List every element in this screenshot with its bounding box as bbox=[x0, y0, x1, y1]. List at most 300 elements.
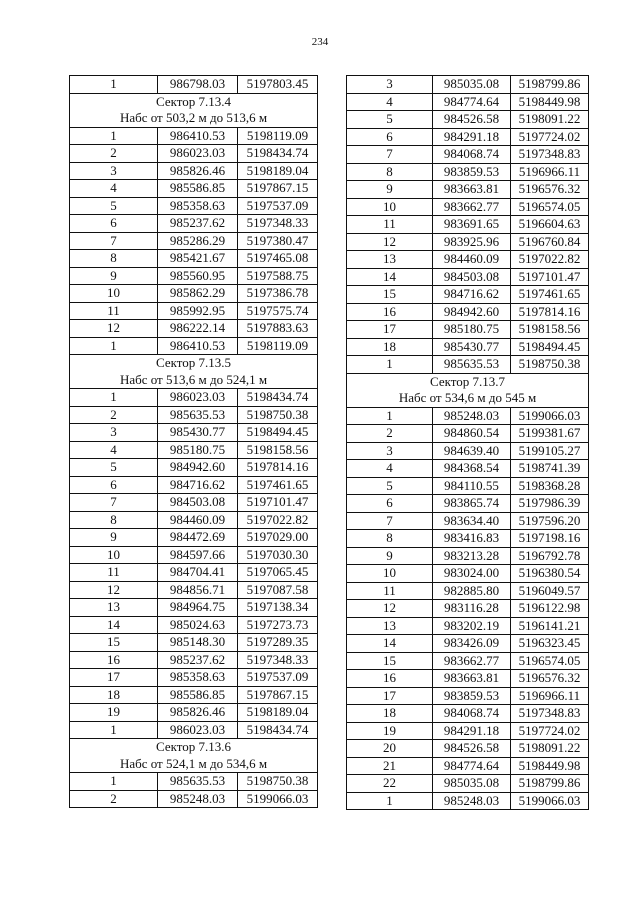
x-coordinate: 985635.53 bbox=[158, 773, 238, 791]
x-coordinate: 986222.14 bbox=[158, 320, 238, 338]
x-coordinate: 984716.62 bbox=[433, 286, 511, 304]
y-coordinate: 5197101.47 bbox=[511, 268, 589, 286]
point-number: 15 bbox=[347, 652, 433, 670]
y-coordinate: 5197138.34 bbox=[238, 599, 318, 617]
point-number: 14 bbox=[347, 268, 433, 286]
x-coordinate: 985635.53 bbox=[433, 356, 511, 374]
point-number: 8 bbox=[347, 530, 433, 548]
y-coordinate: 5196574.05 bbox=[511, 198, 589, 216]
x-coordinate: 985862.29 bbox=[158, 285, 238, 303]
y-coordinate: 5199381.67 bbox=[511, 425, 589, 443]
point-number: 3 bbox=[347, 76, 433, 94]
y-coordinate: 5198189.04 bbox=[238, 162, 318, 180]
x-coordinate: 985248.03 bbox=[158, 790, 238, 808]
table-row bbox=[70, 267, 318, 285]
y-coordinate: 5198799.86 bbox=[511, 76, 589, 94]
table-row bbox=[70, 773, 318, 791]
table-row bbox=[347, 251, 589, 269]
point-number: 4 bbox=[347, 460, 433, 478]
x-coordinate: 983859.53 bbox=[433, 163, 511, 181]
sector-title: Сектор 7.13.7 bbox=[347, 373, 589, 390]
point-number: 4 bbox=[70, 441, 158, 459]
y-coordinate: 5197537.09 bbox=[238, 669, 318, 687]
x-coordinate: 984472.69 bbox=[158, 529, 238, 547]
sector-title: Сектор 7.13.5 bbox=[70, 355, 318, 372]
y-coordinate: 5197867.15 bbox=[238, 180, 318, 198]
table-row bbox=[347, 93, 589, 111]
point-number: 19 bbox=[70, 704, 158, 722]
point-number: 14 bbox=[70, 616, 158, 634]
point-number: 6 bbox=[70, 476, 158, 494]
table-row bbox=[347, 600, 589, 618]
y-coordinate: 5198434.74 bbox=[238, 721, 318, 739]
point-number: 6 bbox=[347, 128, 433, 146]
x-coordinate: 983213.28 bbox=[433, 547, 511, 565]
table-row bbox=[347, 792, 589, 810]
x-coordinate: 984460.09 bbox=[433, 251, 511, 269]
y-coordinate: 5198750.38 bbox=[238, 406, 318, 424]
table-row bbox=[347, 181, 589, 199]
point-number: 9 bbox=[70, 529, 158, 547]
x-coordinate: 983024.00 bbox=[433, 565, 511, 583]
y-coordinate: 5198158.56 bbox=[238, 441, 318, 459]
table-row bbox=[70, 634, 318, 652]
point-number: 10 bbox=[70, 285, 158, 303]
point-number: 12 bbox=[347, 600, 433, 618]
table-row bbox=[70, 250, 318, 268]
y-coordinate: 5198799.86 bbox=[511, 775, 589, 793]
x-coordinate: 986410.53 bbox=[158, 127, 238, 145]
x-coordinate: 983416.83 bbox=[433, 530, 511, 548]
x-coordinate: 984291.18 bbox=[433, 128, 511, 146]
x-coordinate: 985248.03 bbox=[433, 407, 511, 425]
point-number: 22 bbox=[347, 775, 433, 793]
table-row bbox=[347, 338, 589, 356]
point-number: 6 bbox=[347, 495, 433, 513]
table-row bbox=[70, 564, 318, 582]
point-number: 12 bbox=[70, 320, 158, 338]
point-number: 16 bbox=[347, 670, 433, 688]
table-row bbox=[70, 581, 318, 599]
x-coordinate: 983116.28 bbox=[433, 600, 511, 618]
y-coordinate: 5197883.63 bbox=[238, 320, 318, 338]
point-number: 1 bbox=[70, 773, 158, 791]
sector-range-row bbox=[70, 110, 318, 127]
point-number: 1 bbox=[347, 407, 433, 425]
point-number: 1 bbox=[347, 792, 433, 810]
point-number: 18 bbox=[347, 705, 433, 723]
y-coordinate: 5196323.45 bbox=[511, 635, 589, 653]
y-coordinate: 5198158.56 bbox=[511, 321, 589, 339]
point-number: 3 bbox=[347, 442, 433, 460]
point-number: 1 bbox=[70, 127, 158, 145]
y-coordinate: 5196792.78 bbox=[511, 547, 589, 565]
table-row bbox=[70, 459, 318, 477]
point-number: 11 bbox=[70, 302, 158, 320]
point-number: 18 bbox=[347, 338, 433, 356]
point-number: 17 bbox=[347, 321, 433, 339]
point-number: 8 bbox=[347, 163, 433, 181]
table-row bbox=[347, 286, 589, 304]
table-row bbox=[70, 389, 318, 407]
point-number: 16 bbox=[347, 303, 433, 321]
table-row bbox=[70, 215, 318, 233]
y-coordinate: 5197724.02 bbox=[511, 722, 589, 740]
y-coordinate: 5196966.11 bbox=[511, 163, 589, 181]
x-coordinate: 984503.08 bbox=[433, 268, 511, 286]
table-row bbox=[347, 303, 589, 321]
y-coordinate: 5197289.35 bbox=[238, 634, 318, 652]
x-coordinate: 986798.03 bbox=[158, 76, 238, 94]
page-number: 234 bbox=[311, 36, 329, 48]
table-row bbox=[70, 232, 318, 250]
y-coordinate: 5197273.73 bbox=[238, 616, 318, 634]
x-coordinate: 983662.77 bbox=[433, 652, 511, 670]
point-number: 1 bbox=[70, 337, 158, 355]
y-coordinate: 5198494.45 bbox=[238, 424, 318, 442]
x-coordinate: 984942.60 bbox=[433, 303, 511, 321]
y-coordinate: 5198434.74 bbox=[238, 389, 318, 407]
x-coordinate: 982885.80 bbox=[433, 582, 511, 600]
table-row bbox=[70, 511, 318, 529]
y-coordinate: 5198449.98 bbox=[511, 93, 589, 111]
table-row bbox=[347, 705, 589, 723]
point-number: 2 bbox=[70, 406, 158, 424]
y-coordinate: 5197348.33 bbox=[238, 215, 318, 233]
table-row bbox=[70, 704, 318, 722]
sector-title-row bbox=[70, 739, 318, 756]
point-number: 9 bbox=[347, 181, 433, 199]
table-row bbox=[70, 651, 318, 669]
x-coordinate: 985826.46 bbox=[158, 704, 238, 722]
table-row bbox=[70, 197, 318, 215]
x-coordinate: 984110.55 bbox=[433, 477, 511, 495]
sector-range: Набс от 524,1 м до 534,6 м bbox=[70, 756, 318, 773]
point-number: 4 bbox=[347, 93, 433, 111]
y-coordinate: 5196966.11 bbox=[511, 687, 589, 705]
point-number: 5 bbox=[347, 477, 433, 495]
table-row bbox=[70, 302, 318, 320]
y-coordinate: 5197867.15 bbox=[238, 686, 318, 704]
y-coordinate: 5198750.38 bbox=[511, 356, 589, 374]
table-row bbox=[70, 320, 318, 338]
x-coordinate: 985586.85 bbox=[158, 686, 238, 704]
y-coordinate: 5199066.03 bbox=[238, 790, 318, 808]
table-row bbox=[347, 530, 589, 548]
x-coordinate: 986023.03 bbox=[158, 389, 238, 407]
y-coordinate: 5197461.65 bbox=[238, 476, 318, 494]
y-coordinate: 5196380.54 bbox=[511, 565, 589, 583]
table-row bbox=[70, 162, 318, 180]
table-row bbox=[347, 268, 589, 286]
x-coordinate: 985430.77 bbox=[158, 424, 238, 442]
point-number: 9 bbox=[347, 547, 433, 565]
y-coordinate: 5199105.27 bbox=[511, 442, 589, 460]
x-coordinate: 984856.71 bbox=[158, 581, 238, 599]
point-number: 5 bbox=[347, 111, 433, 129]
table-row bbox=[347, 547, 589, 565]
point-number: 5 bbox=[70, 197, 158, 215]
y-coordinate: 5196604.63 bbox=[511, 216, 589, 234]
table-row bbox=[70, 686, 318, 704]
table-row bbox=[347, 722, 589, 740]
table-row bbox=[70, 599, 318, 617]
x-coordinate: 984526.58 bbox=[433, 111, 511, 129]
y-coordinate: 5196760.84 bbox=[511, 233, 589, 251]
x-coordinate: 985180.75 bbox=[158, 441, 238, 459]
point-number: 21 bbox=[347, 757, 433, 775]
point-number: 12 bbox=[347, 233, 433, 251]
sector-range: Набс от 503,2 м до 513,6 м bbox=[70, 110, 318, 127]
y-coordinate: 5196049.57 bbox=[511, 582, 589, 600]
point-number: 2 bbox=[70, 790, 158, 808]
sector-range: Набс от 513,6 м до 524,1 м bbox=[70, 372, 318, 389]
table-row bbox=[347, 617, 589, 635]
point-number: 4 bbox=[70, 180, 158, 198]
point-number: 7 bbox=[347, 146, 433, 164]
sector-range-row bbox=[70, 756, 318, 773]
y-coordinate: 5197465.08 bbox=[238, 250, 318, 268]
table-row bbox=[347, 565, 589, 583]
point-number: 7 bbox=[70, 232, 158, 250]
x-coordinate: 984368.54 bbox=[433, 460, 511, 478]
x-coordinate: 984860.54 bbox=[433, 425, 511, 443]
x-coordinate: 985421.67 bbox=[158, 250, 238, 268]
table-row bbox=[70, 546, 318, 564]
sector-title: Сектор 7.13.6 bbox=[70, 739, 318, 756]
sector-title-row bbox=[347, 373, 589, 390]
x-coordinate: 984942.60 bbox=[158, 459, 238, 477]
point-number: 5 bbox=[70, 459, 158, 477]
point-number: 10 bbox=[347, 198, 433, 216]
x-coordinate: 984068.74 bbox=[433, 146, 511, 164]
table-row bbox=[347, 652, 589, 670]
y-coordinate: 5197986.39 bbox=[511, 495, 589, 513]
table-row bbox=[70, 441, 318, 459]
point-number: 15 bbox=[70, 634, 158, 652]
table-row bbox=[70, 406, 318, 424]
table-row bbox=[70, 145, 318, 163]
x-coordinate: 983865.74 bbox=[433, 495, 511, 513]
table-row bbox=[70, 285, 318, 303]
sector-range: Набс от 534,6 м до 545 м bbox=[347, 390, 589, 407]
sector-range-row bbox=[347, 390, 589, 407]
y-coordinate: 5198434.74 bbox=[238, 145, 318, 163]
table-row bbox=[347, 407, 589, 425]
point-number: 13 bbox=[347, 251, 433, 269]
table-row bbox=[70, 180, 318, 198]
y-coordinate: 5197575.74 bbox=[238, 302, 318, 320]
y-coordinate: 5198119.09 bbox=[238, 127, 318, 145]
x-coordinate: 984526.58 bbox=[433, 740, 511, 758]
sector-title-row bbox=[70, 93, 318, 110]
x-coordinate: 986023.03 bbox=[158, 721, 238, 739]
x-coordinate: 983202.19 bbox=[433, 617, 511, 635]
y-coordinate: 5199066.03 bbox=[511, 407, 589, 425]
x-coordinate: 985035.08 bbox=[433, 775, 511, 793]
point-number: 8 bbox=[70, 511, 158, 529]
x-coordinate: 983663.81 bbox=[433, 181, 511, 199]
sector-title: Сектор 7.13.4 bbox=[70, 93, 318, 110]
x-coordinate: 984068.74 bbox=[433, 705, 511, 723]
x-coordinate: 985992.95 bbox=[158, 302, 238, 320]
x-coordinate: 985560.95 bbox=[158, 267, 238, 285]
x-coordinate: 985148.30 bbox=[158, 634, 238, 652]
table-row bbox=[70, 494, 318, 512]
y-coordinate: 5196576.32 bbox=[511, 670, 589, 688]
table-row bbox=[70, 790, 318, 808]
y-coordinate: 5197348.83 bbox=[511, 146, 589, 164]
table-row bbox=[70, 337, 318, 355]
table-row bbox=[347, 198, 589, 216]
table-row bbox=[70, 529, 318, 547]
x-coordinate: 983691.65 bbox=[433, 216, 511, 234]
table-row bbox=[347, 635, 589, 653]
x-coordinate: 984716.62 bbox=[158, 476, 238, 494]
y-coordinate: 5197101.47 bbox=[238, 494, 318, 512]
table-row bbox=[347, 216, 589, 234]
y-coordinate: 5197087.58 bbox=[238, 581, 318, 599]
x-coordinate: 985358.63 bbox=[158, 197, 238, 215]
x-coordinate: 984774.64 bbox=[433, 757, 511, 775]
table-row bbox=[347, 512, 589, 530]
y-coordinate: 5197461.65 bbox=[511, 286, 589, 304]
x-coordinate: 984964.75 bbox=[158, 599, 238, 617]
x-coordinate: 985035.08 bbox=[433, 76, 511, 94]
point-number: 15 bbox=[347, 286, 433, 304]
table-row bbox=[70, 616, 318, 634]
point-number: 1 bbox=[70, 76, 158, 94]
x-coordinate: 983662.77 bbox=[433, 198, 511, 216]
x-coordinate: 985358.63 bbox=[158, 669, 238, 687]
table-row bbox=[70, 424, 318, 442]
point-number: 6 bbox=[70, 215, 158, 233]
table-row bbox=[347, 582, 589, 600]
point-number: 17 bbox=[347, 687, 433, 705]
y-coordinate: 5196576.32 bbox=[511, 181, 589, 199]
x-coordinate: 983859.53 bbox=[433, 687, 511, 705]
x-coordinate: 984639.40 bbox=[433, 442, 511, 460]
point-number: 19 bbox=[347, 722, 433, 740]
point-number: 7 bbox=[70, 494, 158, 512]
table-row bbox=[347, 477, 589, 495]
x-coordinate: 986023.03 bbox=[158, 145, 238, 163]
y-coordinate: 5197198.16 bbox=[511, 530, 589, 548]
y-coordinate: 5198741.39 bbox=[511, 460, 589, 478]
point-number: 1 bbox=[70, 389, 158, 407]
table-row bbox=[347, 670, 589, 688]
y-coordinate: 5198368.28 bbox=[511, 477, 589, 495]
y-coordinate: 5196141.21 bbox=[511, 617, 589, 635]
point-number: 2 bbox=[70, 145, 158, 163]
table-row bbox=[347, 775, 589, 793]
x-coordinate: 985286.29 bbox=[158, 232, 238, 250]
table-row bbox=[70, 669, 318, 687]
table-row bbox=[347, 76, 589, 94]
table-row bbox=[347, 163, 589, 181]
y-coordinate: 5197065.45 bbox=[238, 564, 318, 582]
x-coordinate: 985635.53 bbox=[158, 406, 238, 424]
x-coordinate: 985024.63 bbox=[158, 616, 238, 634]
table-row bbox=[347, 356, 589, 374]
x-coordinate: 985180.75 bbox=[433, 321, 511, 339]
x-coordinate: 984503.08 bbox=[158, 494, 238, 512]
point-number: 3 bbox=[70, 162, 158, 180]
y-coordinate: 5199066.03 bbox=[511, 792, 589, 810]
y-coordinate: 5197029.00 bbox=[238, 529, 318, 547]
point-number: 18 bbox=[70, 686, 158, 704]
point-number: 7 bbox=[347, 512, 433, 530]
y-coordinate: 5198750.38 bbox=[238, 773, 318, 791]
y-coordinate: 5198119.09 bbox=[238, 337, 318, 355]
sector-title-row bbox=[70, 355, 318, 372]
table-row bbox=[347, 425, 589, 443]
y-coordinate: 5198494.45 bbox=[511, 338, 589, 356]
x-coordinate: 983663.81 bbox=[433, 670, 511, 688]
table-row bbox=[347, 233, 589, 251]
y-coordinate: 5198091.22 bbox=[511, 740, 589, 758]
table-row bbox=[347, 146, 589, 164]
y-coordinate: 5197022.82 bbox=[238, 511, 318, 529]
point-number: 9 bbox=[70, 267, 158, 285]
point-number: 16 bbox=[70, 651, 158, 669]
x-coordinate: 984774.64 bbox=[433, 93, 511, 111]
table-row bbox=[347, 757, 589, 775]
point-number: 17 bbox=[70, 669, 158, 687]
x-coordinate: 983426.09 bbox=[433, 635, 511, 653]
y-coordinate: 5197803.45 bbox=[238, 76, 318, 94]
y-coordinate: 5197814.16 bbox=[511, 303, 589, 321]
point-number: 13 bbox=[347, 617, 433, 635]
point-number: 10 bbox=[347, 565, 433, 583]
x-coordinate: 984460.09 bbox=[158, 511, 238, 529]
y-coordinate: 5197030.30 bbox=[238, 546, 318, 564]
point-number: 12 bbox=[70, 581, 158, 599]
point-number: 2 bbox=[347, 425, 433, 443]
y-coordinate: 5197814.16 bbox=[238, 459, 318, 477]
y-coordinate: 5198189.04 bbox=[238, 704, 318, 722]
sector-range-row bbox=[70, 372, 318, 389]
table-row bbox=[70, 127, 318, 145]
y-coordinate: 5198091.22 bbox=[511, 111, 589, 129]
table-row bbox=[347, 111, 589, 129]
point-number: 10 bbox=[70, 546, 158, 564]
y-coordinate: 5197386.78 bbox=[238, 285, 318, 303]
table-row bbox=[347, 740, 589, 758]
x-coordinate: 985430.77 bbox=[433, 338, 511, 356]
x-coordinate: 983634.40 bbox=[433, 512, 511, 530]
x-coordinate: 984291.18 bbox=[433, 722, 511, 740]
y-coordinate: 5197348.83 bbox=[511, 705, 589, 723]
left-coordinates-table bbox=[69, 75, 317, 808]
right-coordinates-table bbox=[346, 75, 588, 810]
x-coordinate: 985237.62 bbox=[158, 651, 238, 669]
x-coordinate: 984597.66 bbox=[158, 546, 238, 564]
table-row bbox=[347, 442, 589, 460]
point-number: 8 bbox=[70, 250, 158, 268]
y-coordinate: 5197724.02 bbox=[511, 128, 589, 146]
x-coordinate: 985248.03 bbox=[433, 792, 511, 810]
y-coordinate: 5197380.47 bbox=[238, 232, 318, 250]
table-row bbox=[347, 128, 589, 146]
table-row bbox=[70, 476, 318, 494]
x-coordinate: 983925.96 bbox=[433, 233, 511, 251]
point-number: 1 bbox=[70, 721, 158, 739]
y-coordinate: 5197537.09 bbox=[238, 197, 318, 215]
table-row bbox=[70, 76, 318, 94]
y-coordinate: 5197348.33 bbox=[238, 651, 318, 669]
y-coordinate: 5197588.75 bbox=[238, 267, 318, 285]
